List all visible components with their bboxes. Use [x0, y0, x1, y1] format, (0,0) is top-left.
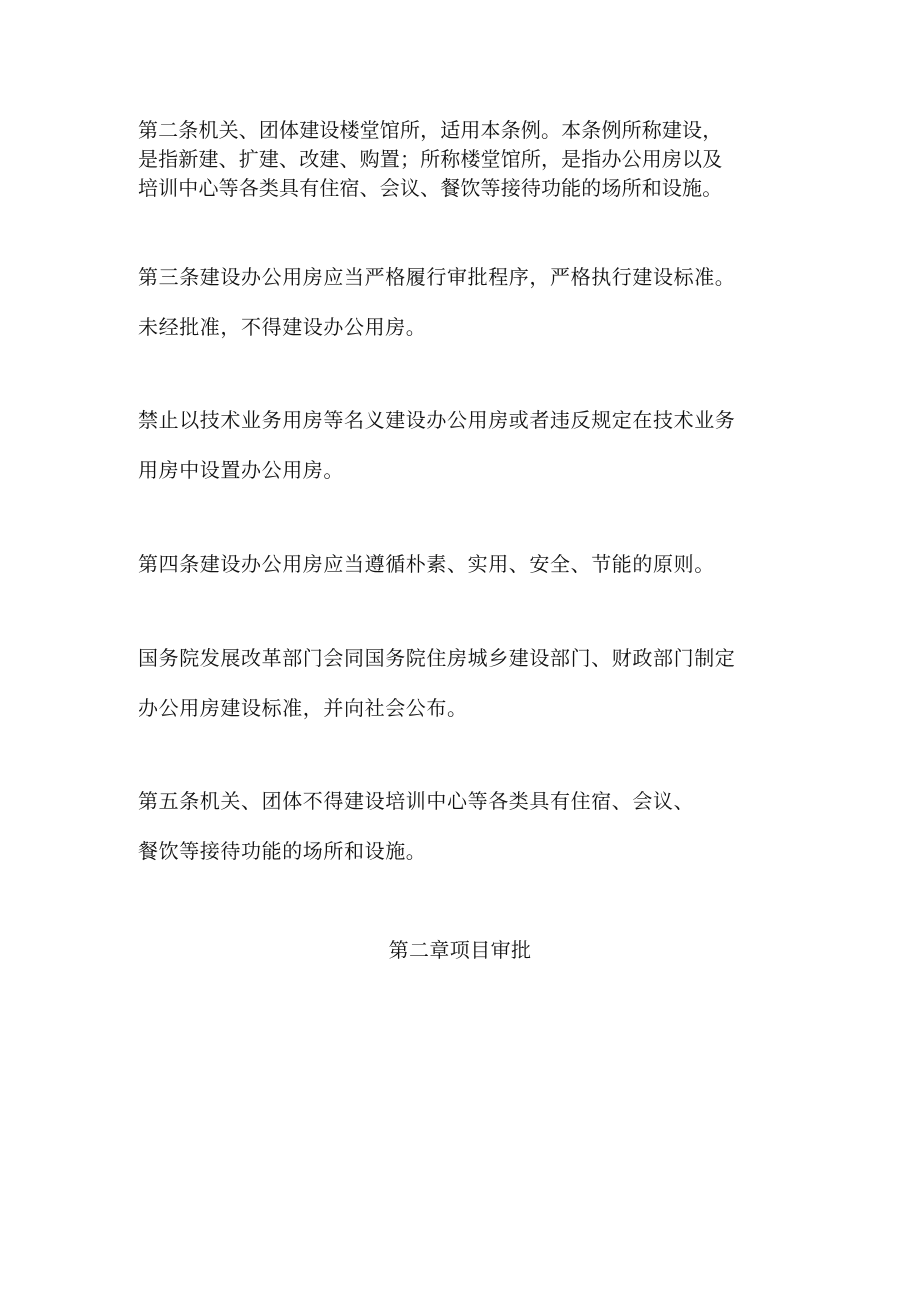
paragraph-2-line-1: 第三条建设办公用房应当严格履行审批程序，严格执行建设标准。: [138, 265, 736, 289]
paragraph-1-line-2: 是指新建、扩建、改建、购置；所称楼堂馆所，是指办公用房以及: [138, 147, 723, 171]
paragraph-1-line-3: 培训中心等各类具有住宿、会议、餐饮等接待功能的场所和设施。: [138, 176, 723, 200]
paragraph-3-line-1: 禁止以技术业务用房等名义建设办公用房或者违反规定在技术业务: [138, 408, 736, 432]
paragraph-5-line-1: 国务院发展改革部门会同国务院住房城乡建设部门、财政部门制定: [138, 646, 736, 670]
paragraph-4-line-1: 第四条建设办公用房应当遵循朴素、实用、安全、节能的原则。: [138, 552, 715, 576]
paragraph-6-line-1: 第五条机关、团体不得建设培训中心等各类具有住宿、会议、: [138, 789, 695, 813]
paragraph-6-line-2: 餐饮等接待功能的场所和设施。: [138, 839, 427, 863]
paragraph-1-line-1: 第二条机关、团体建设楼堂馆所，适用本条例。本条例所称建设，: [138, 118, 723, 142]
chapter-heading: 第二章项目审批: [388, 938, 532, 962]
paragraph-2-line-2: 未经批准，不得建设办公用房。: [138, 315, 427, 339]
paragraph-5-line-2: 办公用房建设标准，并向社会公布。: [138, 696, 468, 720]
paragraph-3-line-2: 用房中设置办公用房。: [138, 458, 344, 482]
